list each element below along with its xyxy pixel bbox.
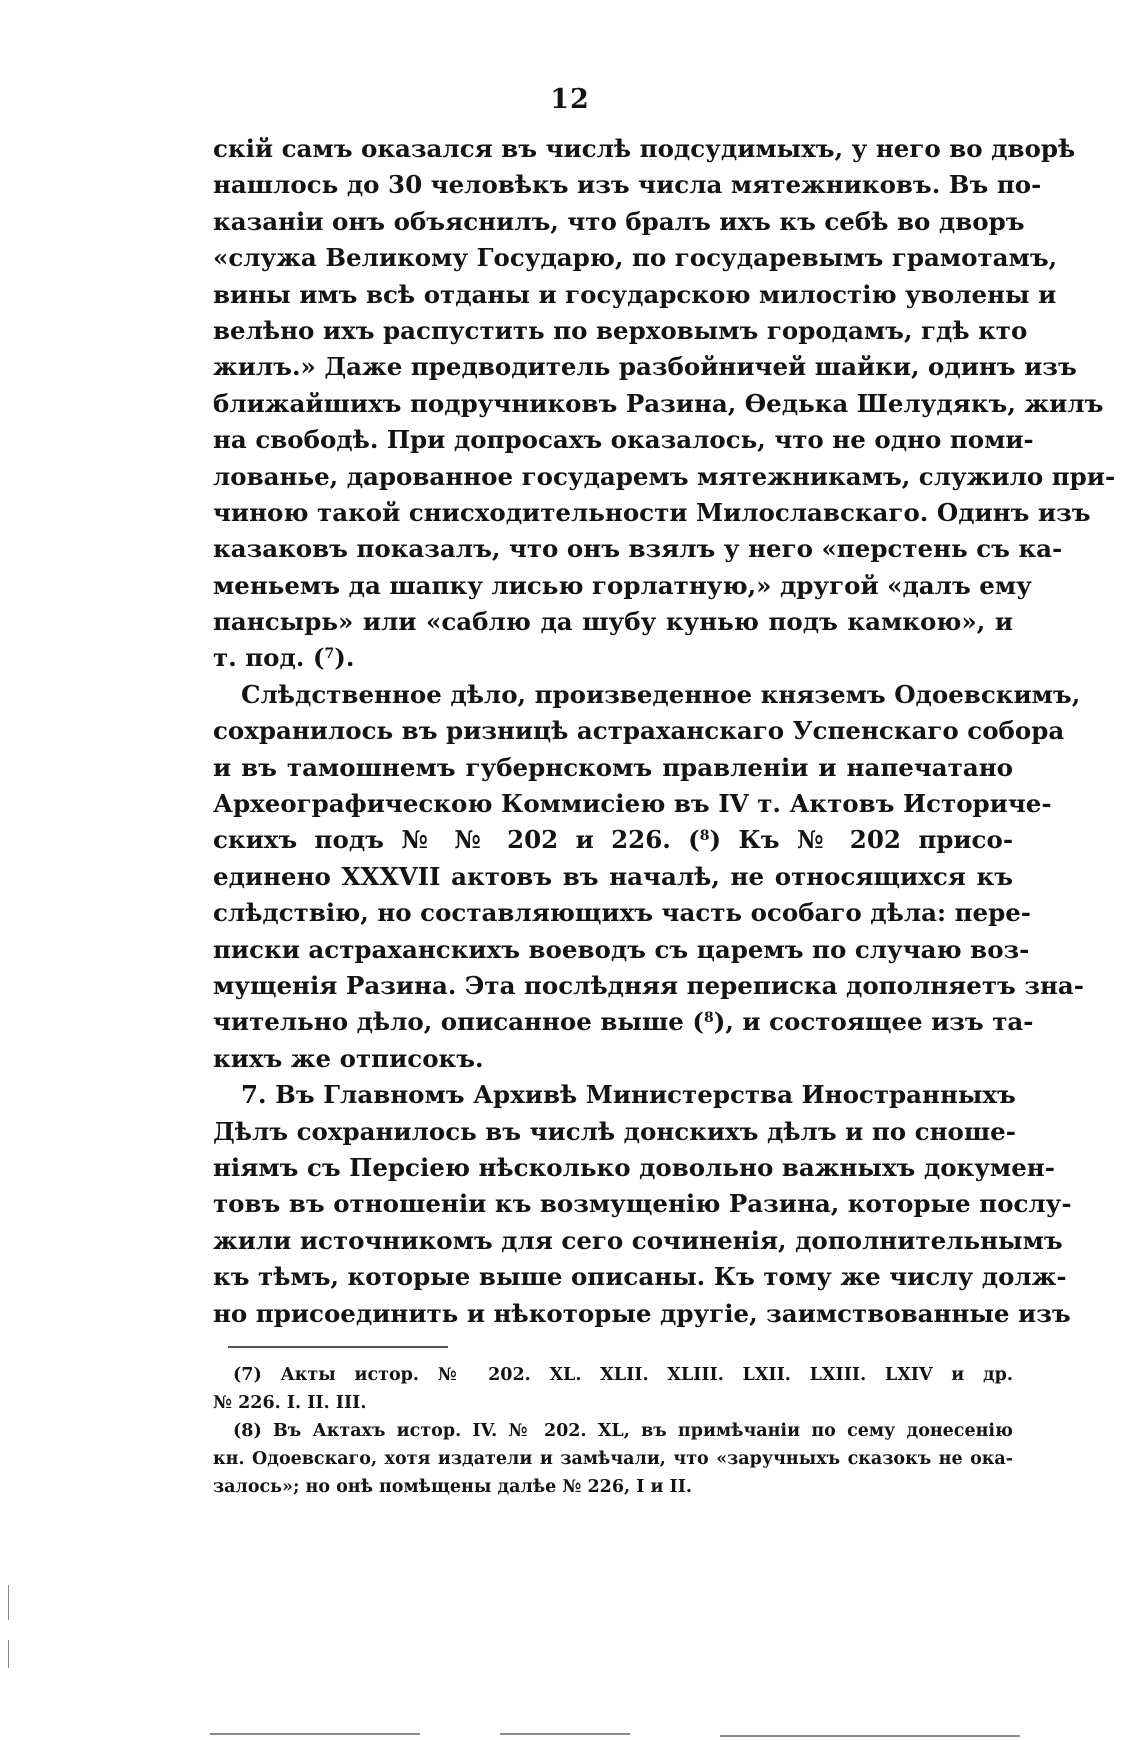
text-fragment: чительно дѣло, описанное выше ( <box>213 1007 704 1037</box>
text-line: жили источникомъ для сего сочиненія, дополнительнымъ <box>213 1225 1063 1255</box>
text-line: «служа Великому Государю, по государевымъ грамотамъ, <box>213 243 1058 273</box>
text-line: казаковъ показалъ, что онъ взялъ у него «перстень съ ка- <box>213 534 1063 564</box>
footnotes <box>213 1361 1013 1501</box>
paragraph-first-line: Слѣдственное дѣло, произведенное княземъ Одоевскимъ, <box>241 679 1081 709</box>
paragraph-first-line: 7. Въ Главномъ Архивѣ Министерства Иностранныхъ <box>241 1080 1016 1110</box>
body-text <box>213 131 1116 1332</box>
text-fragment: ) Къ № 202 присо- <box>709 825 1013 855</box>
footnote-ref: 8 <box>699 828 710 845</box>
text-line: ближайшихъ подручниковъ Разина, Ѳедька Шелудякъ, жилъ <box>213 388 1104 418</box>
text-line: лованье, дарованное государемъ мятежникамъ, служило при- <box>213 461 1116 491</box>
footnote-line: (8) Въ Актахъ истор. IV. № 202. XL, въ примѣчаніи по сему донесенію <box>233 1421 1013 1441</box>
text-line: товъ въ отношеніи къ возмущенію Разина, которые послу- <box>213 1189 1072 1219</box>
text-line: Дѣлъ сохранилось въ числѣ донскихъ дѣлъ и по сноше- <box>213 1116 1016 1146</box>
text-line <box>213 1004 1034 1040</box>
footnote-ref: 8 <box>704 1010 714 1027</box>
text-fragment: скихъ подъ № № 202 и 226. ( <box>213 825 700 855</box>
scan-bottom-rule <box>210 1733 420 1735</box>
footnote-line: № 226. I. II. III. <box>213 1393 367 1413</box>
text-line: мущенія Разина. Эта послѣдняя переписка дополняетъ зна- <box>213 970 1084 1000</box>
text-line: слѣдствію, но составляющихъ часть особаго дѣла: пере- <box>213 898 1031 928</box>
page-number: 12 <box>550 84 590 115</box>
text-fragment: ), и состоящее изъ та- <box>713 1007 1034 1037</box>
text-line: пансырь» или «саблю да шубу кунью подъ камкою», и <box>213 607 1013 637</box>
text-line: ніямъ съ Персіею нѣсколько довольно важныхъ докумен- <box>213 1152 1055 1182</box>
text-line <box>213 822 1013 858</box>
text-line: единено XXXVII актовъ въ началѣ, не относящихся къ <box>213 861 1013 891</box>
footnote-ref: 7 <box>324 646 335 663</box>
text-line: меньемъ да шапку лисью горлатную,» другой «далъ ему <box>213 570 1032 600</box>
text-line: кихъ же отписокъ. <box>213 1043 484 1073</box>
footnote-line: залось»; но онѣ помѣщены далѣе № 226, I и II. <box>213 1477 693 1497</box>
text-line: нашлось до 30 человѣкъ изъ числа мятежниковъ. Въ по- <box>213 170 1042 200</box>
text-line: вины имъ всѣ отданы и государскою милостію уволены и <box>213 279 1057 309</box>
text-line: Археографическою Коммисіею въ IV т. Актовъ Историче- <box>213 789 1052 819</box>
text-line: чиною такой снисходительности Милославскаго. Одинъ изъ <box>213 497 1091 527</box>
scan-bottom-rule <box>500 1733 630 1735</box>
text-line: писки астраханскихъ воеводъ съ царемъ по случаю воз- <box>213 934 1030 964</box>
text-line: и въ тамошнемъ губернскомъ правленіи и напечатано <box>213 752 1013 782</box>
footnote-line: (7) Акты истор. № 202. XL. XLII. XLIII. LXII. LXIII. LXIV и др. <box>233 1365 1013 1385</box>
footnote-line: кн. Одоевскаго, хотя издатели и замѣчали, что «заручныхъ сказокъ не ока- <box>213 1449 1013 1469</box>
text-line: жилъ.» Даже предводитель разбойничей шайки, одинъ изъ <box>213 352 1077 382</box>
text-fragment: ). <box>334 643 355 673</box>
text-line: на свободѣ. При допросахъ оказалось, что не одно поми- <box>213 425 1034 455</box>
scan-bottom-rule <box>720 1735 1020 1737</box>
text-line: казаніи онъ объяснилъ, что бралъ ихъ къ себѣ во дворъ <box>213 206 1025 236</box>
text-line: скій самъ оказался въ числѣ подсудимыхъ, у него во дворѣ <box>213 134 1076 163</box>
text-line: сохранилось въ ризницѣ астраханскаго Успенскаго собора <box>213 716 1065 746</box>
text-line <box>213 640 1013 676</box>
text-line: къ тѣмъ, которые выше описаны. Къ тому же числу долж- <box>213 1262 1067 1292</box>
scan-edge-mark <box>8 1585 9 1620</box>
footnote-separator <box>228 1346 448 1348</box>
scan-edge-mark <box>8 1640 9 1668</box>
text-line: велѣно ихъ распустить по верховымъ городамъ, гдѣ кто <box>213 315 1028 345</box>
text-line: но присоединить и нѣкоторые другіе, заимствованные изъ <box>213 1298 1071 1328</box>
text-fragment: т. под. ( <box>213 643 325 673</box>
